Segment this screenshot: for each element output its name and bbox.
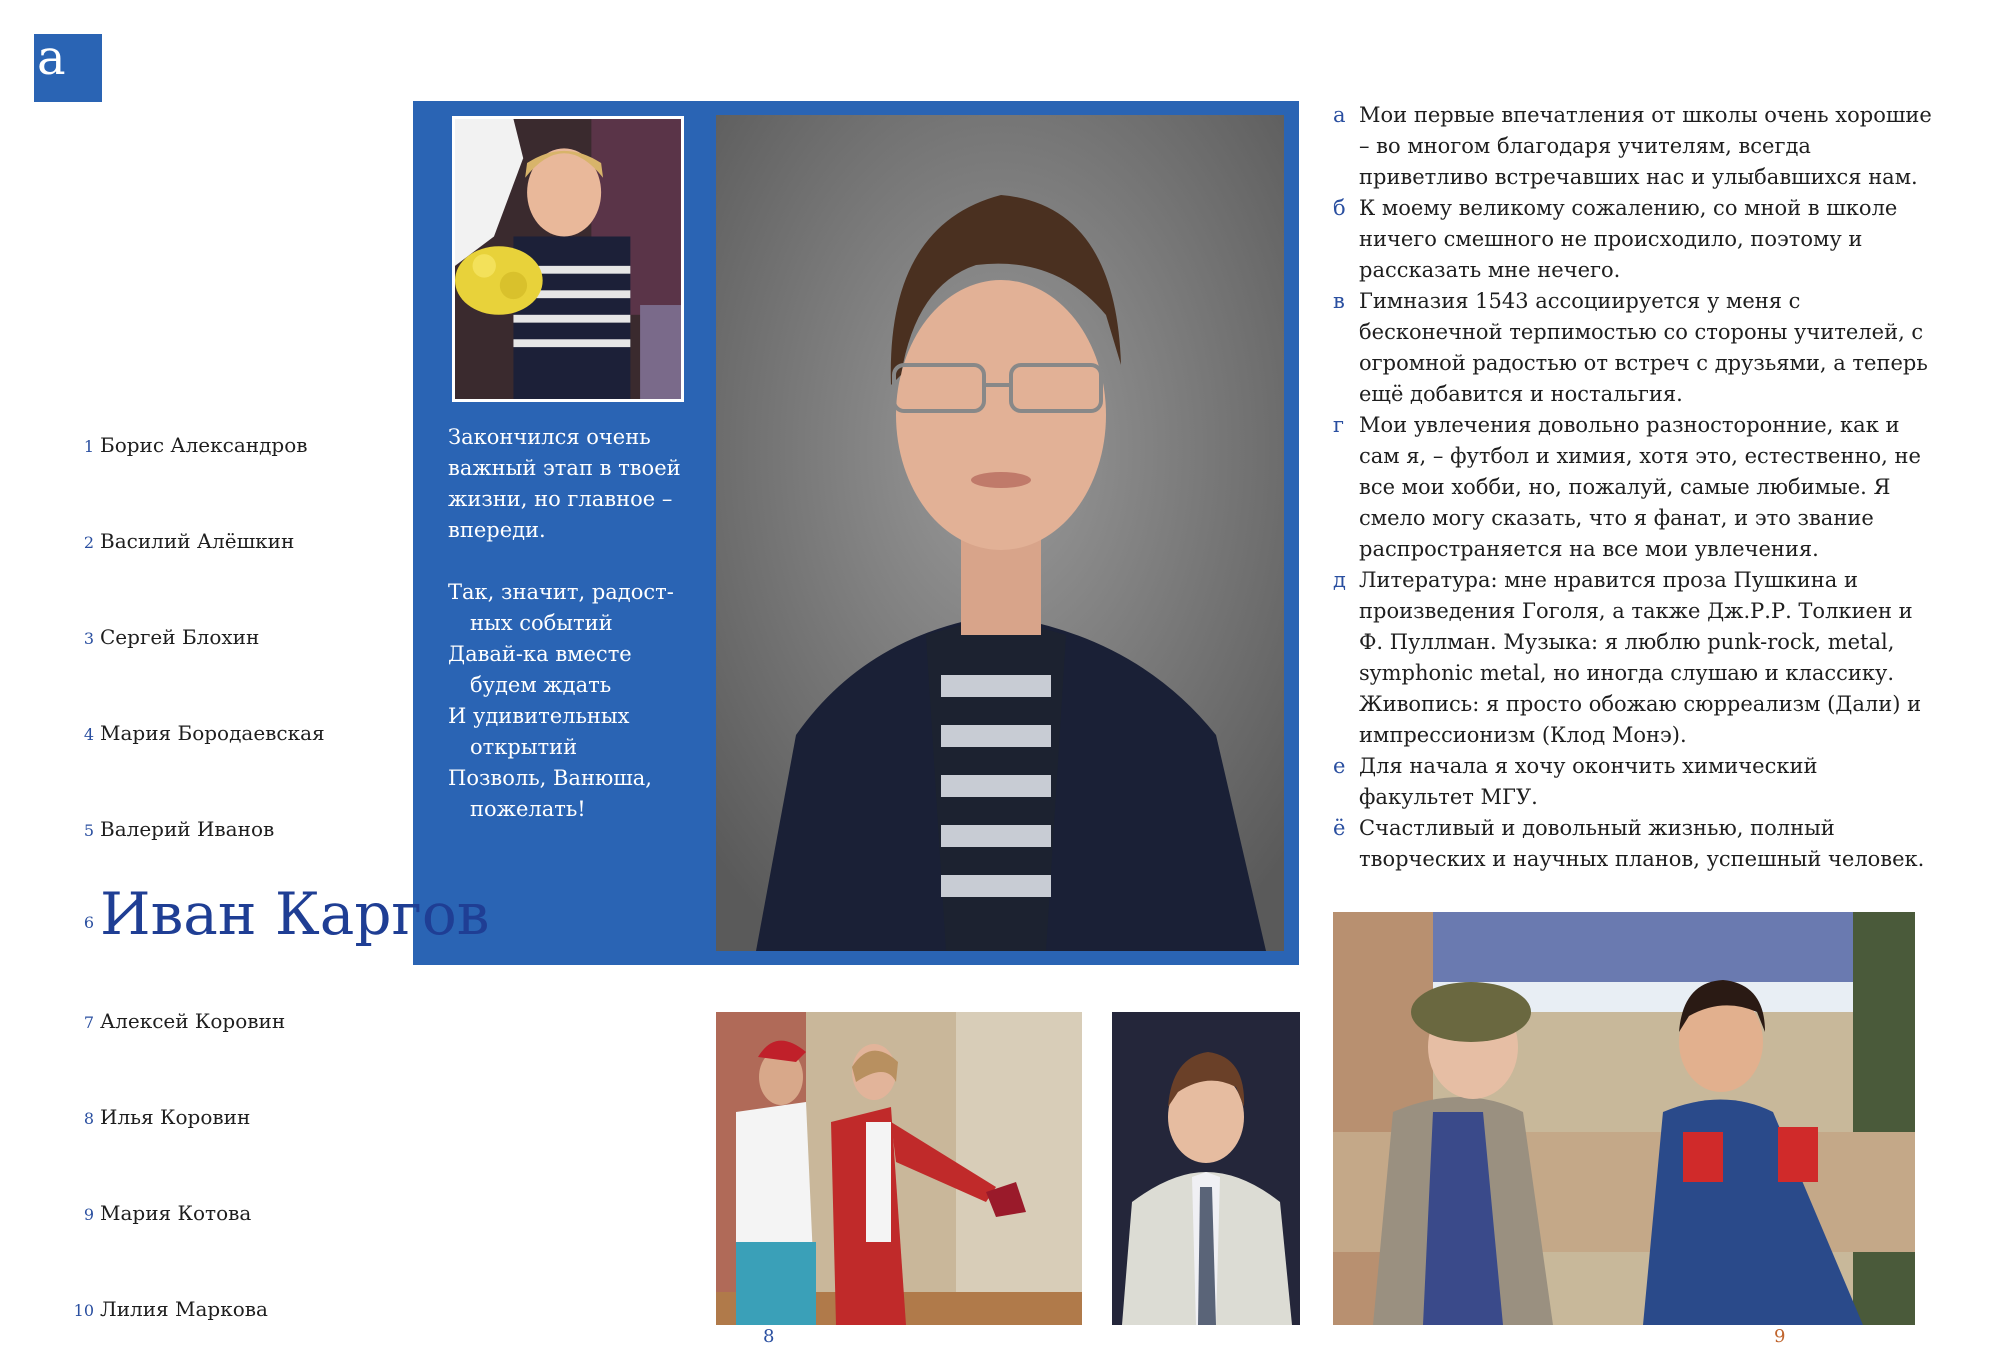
childhood-photo (452, 116, 684, 402)
answer-item (1333, 193, 1933, 286)
poem-line: Позволь, Ванюша, (448, 766, 652, 790)
childhood-play-photo (1333, 912, 1915, 1325)
name-number: 3 (83, 629, 94, 648)
answer-item (1333, 410, 1933, 565)
student-name: Борис Александров (100, 433, 308, 457)
poem-line: И удивительных (448, 704, 630, 728)
poem-block (448, 422, 688, 825)
student-name: Алексей Коровин (100, 1009, 286, 1033)
poem-line: жизни, но главное – (448, 487, 673, 511)
name-number: 4 (83, 725, 94, 744)
student-name: Мария Котова (100, 1201, 252, 1225)
answer-text: Мои увлечения довольно разносторонние, как и сам я, – футбол и химия, хотя это, естественно, не все мои хобби, но, пожалуй, самые любимые. Я смело могу сказать, что я фанат, и это звание распространяется на все мои увлечения. (1359, 413, 1921, 561)
name-list-item[interactable] (83, 433, 308, 457)
poem-line: открытий (470, 735, 578, 759)
name-list-item[interactable] (83, 1009, 286, 1033)
name-number: 1 (83, 437, 94, 456)
answer-mark: ё (1333, 816, 1346, 840)
answer-mark: д (1333, 568, 1346, 592)
answer-text: Мои первые впечатления от школы очень хорошие – во многом благодаря учителям, всегда приветливо встречавших нас и улыбавшихся нам. (1359, 103, 1932, 189)
student-name: Лилия Маркова (100, 1297, 268, 1321)
name-list-item[interactable] (83, 529, 295, 553)
stage-performance-photo (716, 1012, 1082, 1325)
answer-text: Гимназия 1543 ассоциируется у меня с бесконечной терпимостью со стороны учителей, с огромной радостью от встреч с друзьями, а теперь ещё добавится и ностальгия. (1359, 289, 1928, 406)
answer-item (1333, 751, 1933, 813)
answer-mark: а (1333, 103, 1346, 127)
questionnaire-answers (1333, 100, 1933, 875)
student-name: Валерий Иванов (100, 817, 275, 841)
poem-line: впереди. (448, 518, 546, 542)
poem-line: важный этап в твоей (448, 456, 681, 480)
poem-line: Так, значит, радост- (448, 580, 674, 604)
answer-item (1333, 565, 1933, 751)
student-name: Илья Коровин (100, 1105, 251, 1129)
name-list-item[interactable] (83, 625, 260, 649)
answer-item (1333, 813, 1933, 875)
answer-text: Счастливый и довольный жизнью, полный творческих и научных планов, успешный человек. (1359, 816, 1925, 871)
poem-line: Закончился очень (448, 425, 651, 449)
poem-line: будем ждать (470, 673, 612, 697)
answer-item (1333, 100, 1933, 193)
student-name: Василий Алёшкин (100, 529, 295, 553)
poem-line: Давай-ка вместе (448, 642, 632, 666)
answer-text: Для начала я хочу окончить химический факультет МГУ. (1359, 754, 1818, 809)
name-number: 8 (83, 1109, 94, 1128)
name-list-item[interactable] (83, 1201, 252, 1225)
poem-line: ных событий (470, 611, 613, 635)
portrait-photo (716, 115, 1284, 951)
name-list-item-current[interactable] (83, 880, 490, 948)
section-letter-box (34, 30, 102, 102)
answer-text: К моему великому сожалению, со мной в школе ничего смешного не происходило, поэтому и рассказать мне нечего. (1359, 196, 1898, 282)
student-name-current: Иван Каргов (100, 880, 490, 948)
student-name: Мария Бородаевская (100, 721, 325, 745)
name-number: 9 (83, 1205, 94, 1224)
answer-mark: б (1333, 196, 1346, 220)
page-number-right: 9 (1774, 1326, 1786, 1347)
name-list-item[interactable] (83, 721, 325, 745)
section-letter: а (37, 30, 66, 86)
poem-line: пожелать! (470, 797, 586, 821)
name-number: 2 (83, 533, 94, 552)
name-number: 7 (83, 1013, 94, 1032)
answer-text: Литература: мне нравится проза Пушкина и произведения Гоголя, а также Дж.Р.Р. Толкиен и Ф. Пуллман. Музыка: я люблю punk-rock, metal, symphonic metal, но иногда слушаю и классику. Живопись: я просто обожаю сюрреализм (Дали) и импрессионизм (Клод Монэ). (1359, 568, 1922, 747)
name-number: 6 (83, 913, 94, 932)
name-list-item[interactable] (73, 1297, 268, 1321)
answer-mark: в (1333, 289, 1345, 313)
answer-mark: г (1333, 413, 1345, 437)
answer-item (1333, 286, 1933, 410)
name-number: 10 (73, 1301, 94, 1320)
name-list-item[interactable] (83, 1105, 251, 1129)
student-name: Сергей Блохин (100, 625, 260, 649)
name-number: 5 (83, 821, 94, 840)
suit-portrait-photo (1112, 1012, 1300, 1325)
answer-mark: е (1333, 754, 1346, 778)
name-list-item[interactable] (83, 817, 275, 841)
page-number-left: 8 (763, 1326, 775, 1347)
